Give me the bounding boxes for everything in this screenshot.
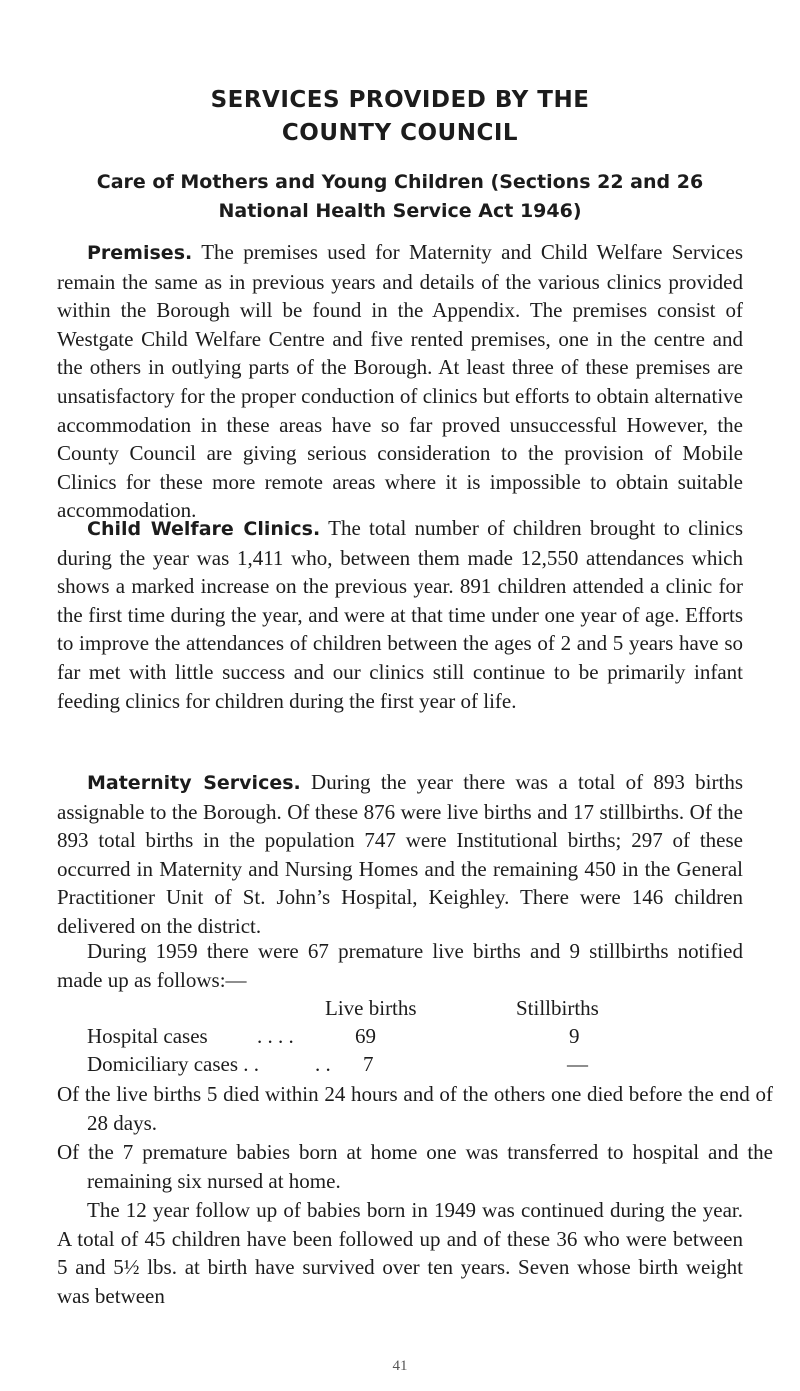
table-cell-hospital-live: 69 (355, 1024, 376, 1048)
table-row-domiciliary-leaders: . . (315, 1052, 331, 1076)
premature-intro-paragraph: During 1959 there were 67 premature live births and 9 stillbirths notified made up as follows:— (57, 939, 743, 992)
home-babies-paragraph: Of the 7 premature babies born at home one was transferred to hospital and the remaining six nursed at home. (57, 1140, 773, 1193)
premises-heading: Premises. (87, 242, 193, 264)
maternity-text: During the year there was a total of 893 births assignable to the Borough. Of these 876 were live births and 17 stillbirths. Of the 893 total births in the population 747 were Institutional births; 297 of these occurred in Maternity and Nursing Homes and the remaining 450 in the General Practitioner Unit of St. John’s Hospital, Keighley. There were 146 children delivered on the district. (57, 770, 744, 938)
table-row-domiciliary-label: Domiciliary cases . . (87, 1052, 260, 1076)
page-number: 41 (392, 1358, 408, 1374)
table-header-live-births: Live births (325, 996, 417, 1020)
premises-text: The premises used for Maternity and Child Welfare Services remain the same as in previous years and details of the various clinics provided within the Borough will be found in the Appendix. The premises consist of Westgate Child Welfare Centre and five rented premises, one in the centre and the others in outlying parts of the Borough. At least three of these premises are unsatisfactory for the proper conduction of clinics but efforts to obtain alternative accommodation in these areas have so far proved unsuccessful However, the County Council are giving serious consideration to the provision of Mobile Clinics for these more remote areas where it is impossible to obtain suitable accommodation. (57, 240, 743, 523)
table-header-stillbirths: Stillbirths (516, 996, 599, 1020)
section-title-line2: National Health Service Act 1946) (218, 200, 582, 222)
table-cell-domiciliary-still: — (567, 1052, 588, 1076)
maternity-heading: Maternity Services. (87, 772, 301, 794)
child-welfare-paragraph (57, 514, 743, 715)
maternity-paragraph (57, 768, 743, 941)
section-title-line1: Care of Mothers and Young Children (Sections 22 and 26 (96, 171, 704, 193)
page-heading-line2: COUNTY COUNCIL (281, 120, 519, 146)
early-deaths-paragraph: Of the live births 5 died within 24 hours and of the others one died before the end of 28 days. (57, 1082, 773, 1135)
table-cell-domiciliary-live: 7 (363, 1052, 374, 1076)
table-cell-hospital-still: 9 (569, 1024, 580, 1048)
premises-paragraph (57, 238, 743, 525)
page-heading-line1: SERVICES PROVIDED BY THE (210, 87, 590, 113)
child-welfare-text: The total number of children brought to clinics during the year was 1,411 who, between them made 12,550 attendances which shows a marked increase on the previous year. 891 children attended a clinic for the first time during the year, and were at that time under one year of age. Efforts to improve the attendances of children between the ages of 2 and 5 years have so far met with little success and our clinics still continue to be primarily infant feeding clinics for children during the first year of life. (57, 516, 743, 713)
table-row-hospital-leaders: . . . . (257, 1024, 294, 1048)
premature-births-table (87, 994, 687, 1078)
table-row-hospital-label: Hospital cases (87, 1024, 208, 1048)
follow-up-paragraph: The 12 year follow up of babies born in 1949 was continued during the year. A total of 45 children have been followed up and of these 36 who were between 5 and 5½ lbs. at birth have survived over ten years. Seven whose birth weight was between (57, 1198, 743, 1308)
child-welfare-heading: Child Welfare Clinics. (87, 518, 321, 540)
